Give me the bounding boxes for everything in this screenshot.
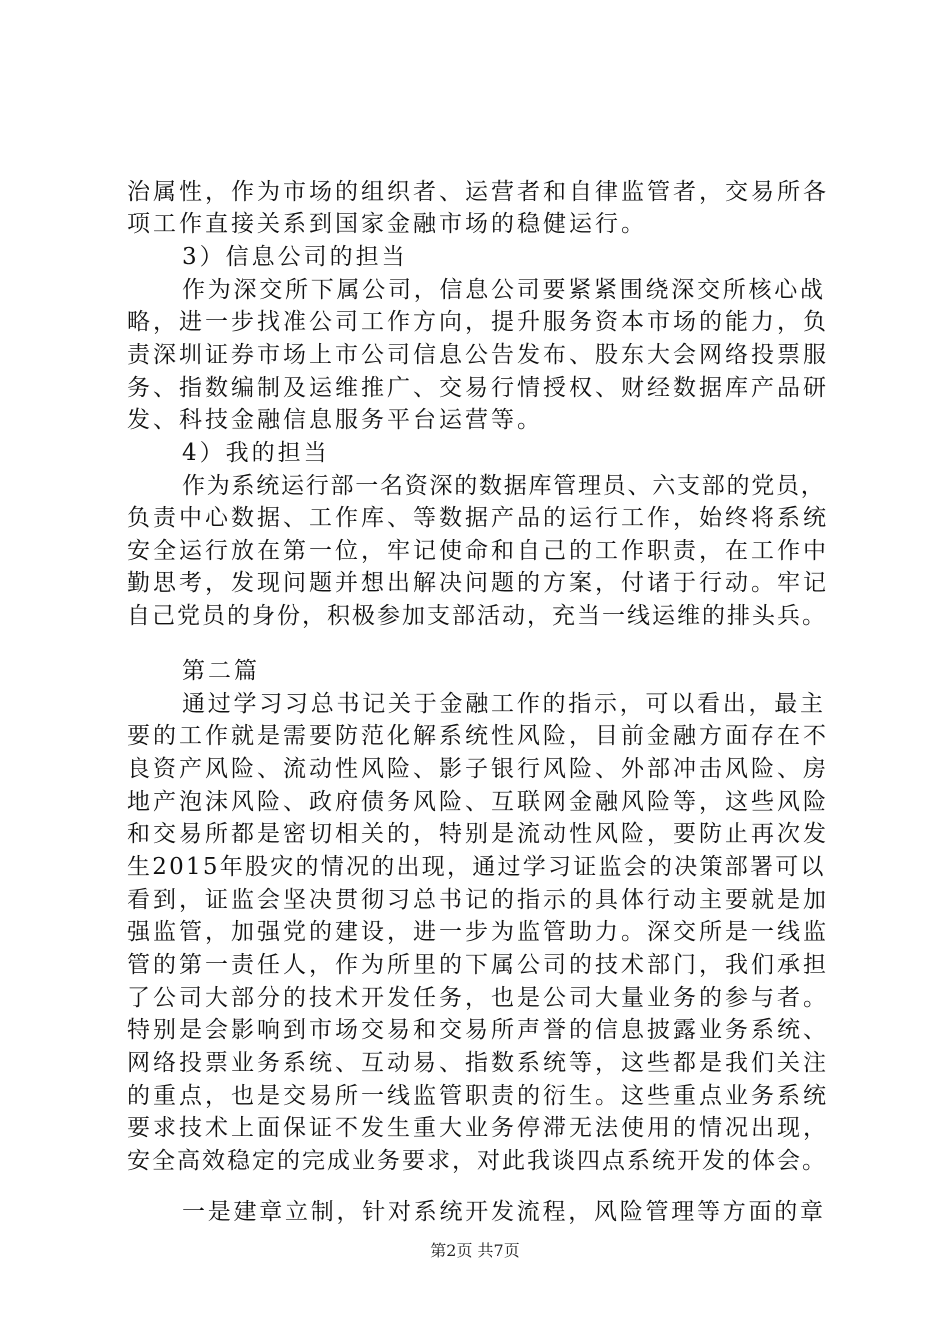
paragraph-line: 地产泡沫风险、政府债务风险、互联网金融风险等，这些风险 [127, 789, 829, 815]
paragraph-line: 要的工作就是需要防范化解系统性风险，目前金融方面存在不 [127, 723, 829, 749]
page-footer: 第2页 共7页 [430, 1241, 520, 1260]
paragraph-line: 了公司大部分的技术开发任务，也是公司大量业务的参与者。 [127, 985, 829, 1011]
paragraph-line: 治属性，作为市场的组织者、运营者和自律监管者，交易所各 [127, 179, 829, 205]
paragraph-line: 管的第一责任人，作为所里的下属公司的技术部门，我们承担 [127, 952, 829, 978]
section-heading: 4）我的担当 [182, 440, 330, 466]
paragraph-line: 看到，证监会坚决贯彻习总书记的指示的具体行动主要就是加 [127, 887, 829, 913]
paragraph-line: 安全运行放在第一位，牢记使命和自己的工作职责，在工作中 [127, 538, 829, 564]
paragraph-line: 良资产风险、流动性风险、影子银行风险、外部冲击风险、房 [127, 756, 829, 782]
paragraph-line: 安全高效稳定的完成业务要求，对此我谈四点系统开发的体会。 [127, 1148, 827, 1174]
paragraph-line: 责深圳证券市场上市公司信息公告发布、股东大会网络投票服 [127, 342, 829, 368]
paragraph-line: 略，进一步找准公司工作方向，提升服务资本市场的能力，负 [127, 309, 829, 335]
chapter-heading: 第二篇 [182, 658, 260, 684]
paragraph-line: 勤思考，发现问题并想出解决问题的方案，付诸于行动。牢记 [127, 570, 829, 596]
paragraph-line: 生2015年股灾的情况的出现，通过学习证监会的决策部署可以 [127, 854, 826, 880]
paragraph-line: 务、指数编制及运维推广、交易行情授权、财经数据库产品研 [127, 375, 829, 401]
paragraph-line: 和交易所都是密切相关的，特别是流动性风险，要防止再次发 [127, 821, 829, 847]
paragraph-line: 特别是会影响到市场交易和交易所声誉的信息披露业务系统、 [127, 1017, 829, 1043]
paragraph-line: 要求技术上面保证不发生重大业务停滞无法使用的情况出现， [127, 1115, 829, 1141]
paragraph-line: 自己党员的身份，积极参加支部活动，充当一线运维的排头兵。 [127, 603, 827, 629]
paragraph-line: 通过学习习总书记关于金融工作的指示，可以看出，最主 [182, 691, 826, 717]
paragraph-line: 的重点，也是交易所一线监管职责的衍生。这些重点业务系统 [127, 1083, 829, 1109]
paragraph-line: 项工作直接关系到国家金融市场的稳健运行。 [127, 211, 647, 237]
paragraph-line: 网络投票业务系统、互动易、指数系统等，这些都是我们关注 [127, 1050, 829, 1076]
paragraph-line: 负责中心数据、工作库、等数据产品的运行工作，始终将系统 [127, 505, 829, 531]
paragraph-line: 强监管，加强党的建设，进一步为监管助力。深交所是一线监 [127, 919, 829, 945]
paragraph-line: 一是建章立制，针对系统开发流程，风险管理等方面的章 [182, 1199, 826, 1225]
paragraph-line: 发、科技金融信息服务平台运营等。 [127, 407, 543, 433]
section-heading: 3）信息公司的担当 [182, 244, 408, 270]
paragraph-line: 作为深交所下属公司，信息公司要紧紧围绕深交所核心战 [182, 277, 826, 303]
paragraph-line: 作为系统运行部一名资深的数据库管理员、六支部的党员， [182, 473, 826, 499]
